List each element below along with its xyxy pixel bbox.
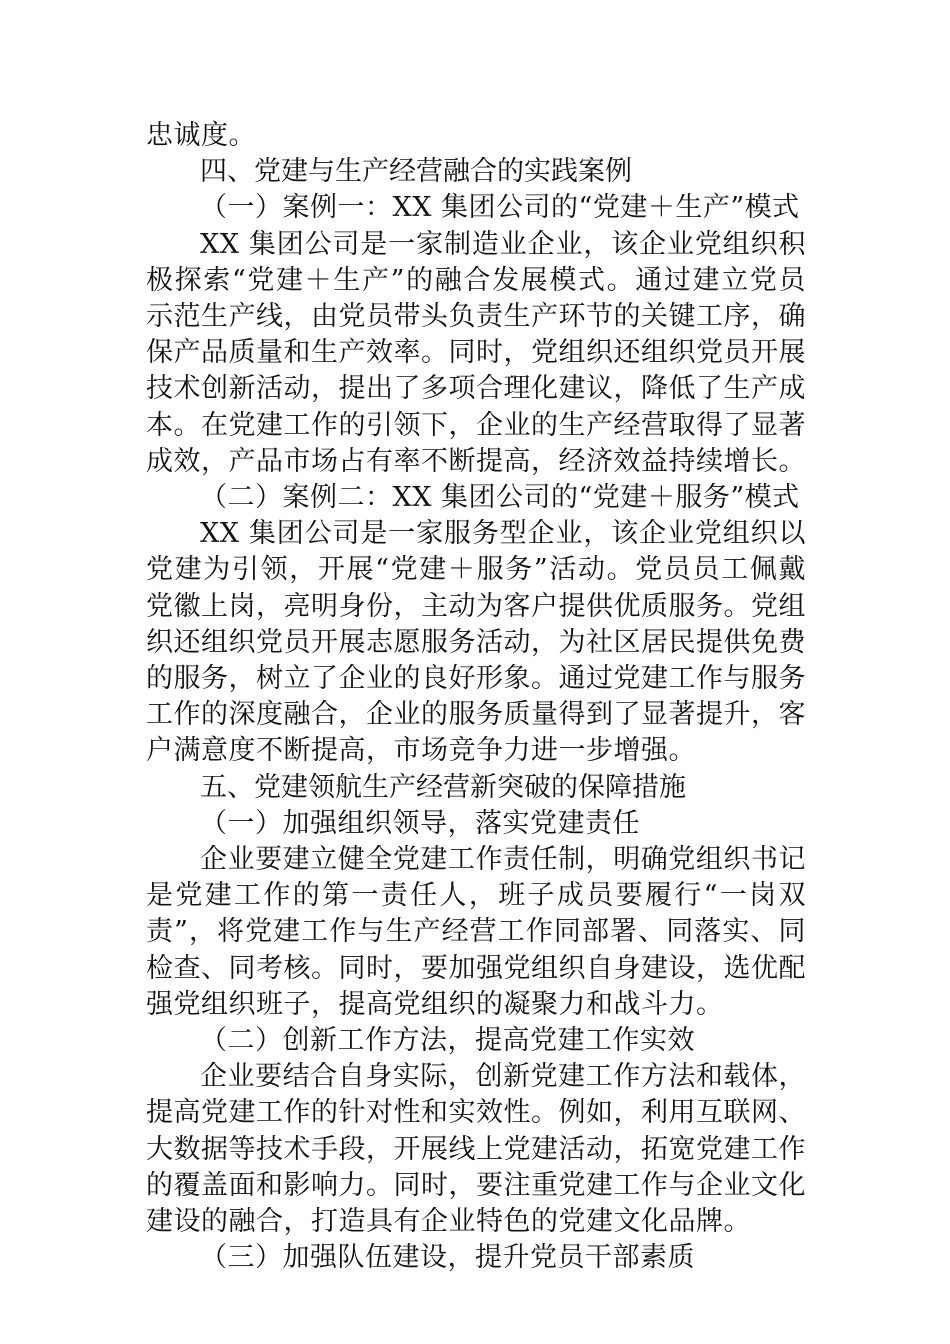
section-heading-5: 五、党建领航生产经营新突破的保障措施	[200, 771, 686, 803]
subheading-case-1: （一）案例一：XX 集团公司的“党建＋生产”模式	[200, 192, 800, 224]
subheading-measure-2: （二）创新工作方法，提高党建工作实效	[200, 1025, 695, 1057]
subheading-measure-1: （一）加强组织领导，落实党建责任	[200, 807, 640, 839]
paragraph-measure-1: 企业要建立健全党建工作责任制，明确党组织书记是党建工作的第一责任人，班子成员要履行“一岗双责”，将党建工作与生产经营工作同部署、同落实、同检查、同考核。同时，要加强党组织自身建设，选优配强党组织班子，提高党组织的凝聚力和战斗力。	[146, 844, 806, 1020]
paragraph-case-2: XX 集团公司是一家服务型企业，该企业党组织以党建为引领，开展“党建＋服务”活动。党员员工佩戴党徽上岗，亮明身份，主动为客户提供优质服务。党组织还组织党员开展志愿服务活动，为社区居民提供免费的服务，树立了企业的良好形象。通过党建工作与服务工作的深度融合，企业的服务质量得到了显著提升，客户满意度不断提高，市场竞争力进一步增强。	[146, 518, 806, 767]
document-page	[146, 118, 806, 1277]
subheading-measure-3: （三）加强队伍建设，提升党员干部素质	[200, 1242, 695, 1274]
section-heading-4: 四、党建与生产经营融合的实践案例	[200, 156, 632, 188]
continuation-text: 忠诚度。	[146, 120, 256, 151]
paragraph-measure-2: 企业要结合自身实际，创新党建工作方法和载体，提高党建工作的针对性和实效性。例如，利用互联网、大数据等技术手段，开展线上党建活动，拓宽党建工作的覆盖面和影响力。同时，要注重党建工作与企业文化建设的融合，打造具有企业特色的党建文化品牌。	[146, 1061, 806, 1238]
paragraph-case-1: XX 集团公司是一家制造业企业，该企业党组织积极探索“党建＋生产”的融合发展模式。通过建立党员示范生产线，由党员带头负责生产环节的关键工序，确保产品质量和生产效率。同时，党组织还组织党员开展技术创新活动，提出了多项合理化建议，降低了生产成本。在党建工作的引领下，企业的生产经营取得了显著成效，产品市场占有率不断提高，经济效益持续增长。	[146, 228, 806, 477]
subheading-case-2: （二）案例二：XX 集团公司的“党建＋服务”模式	[200, 482, 800, 514]
